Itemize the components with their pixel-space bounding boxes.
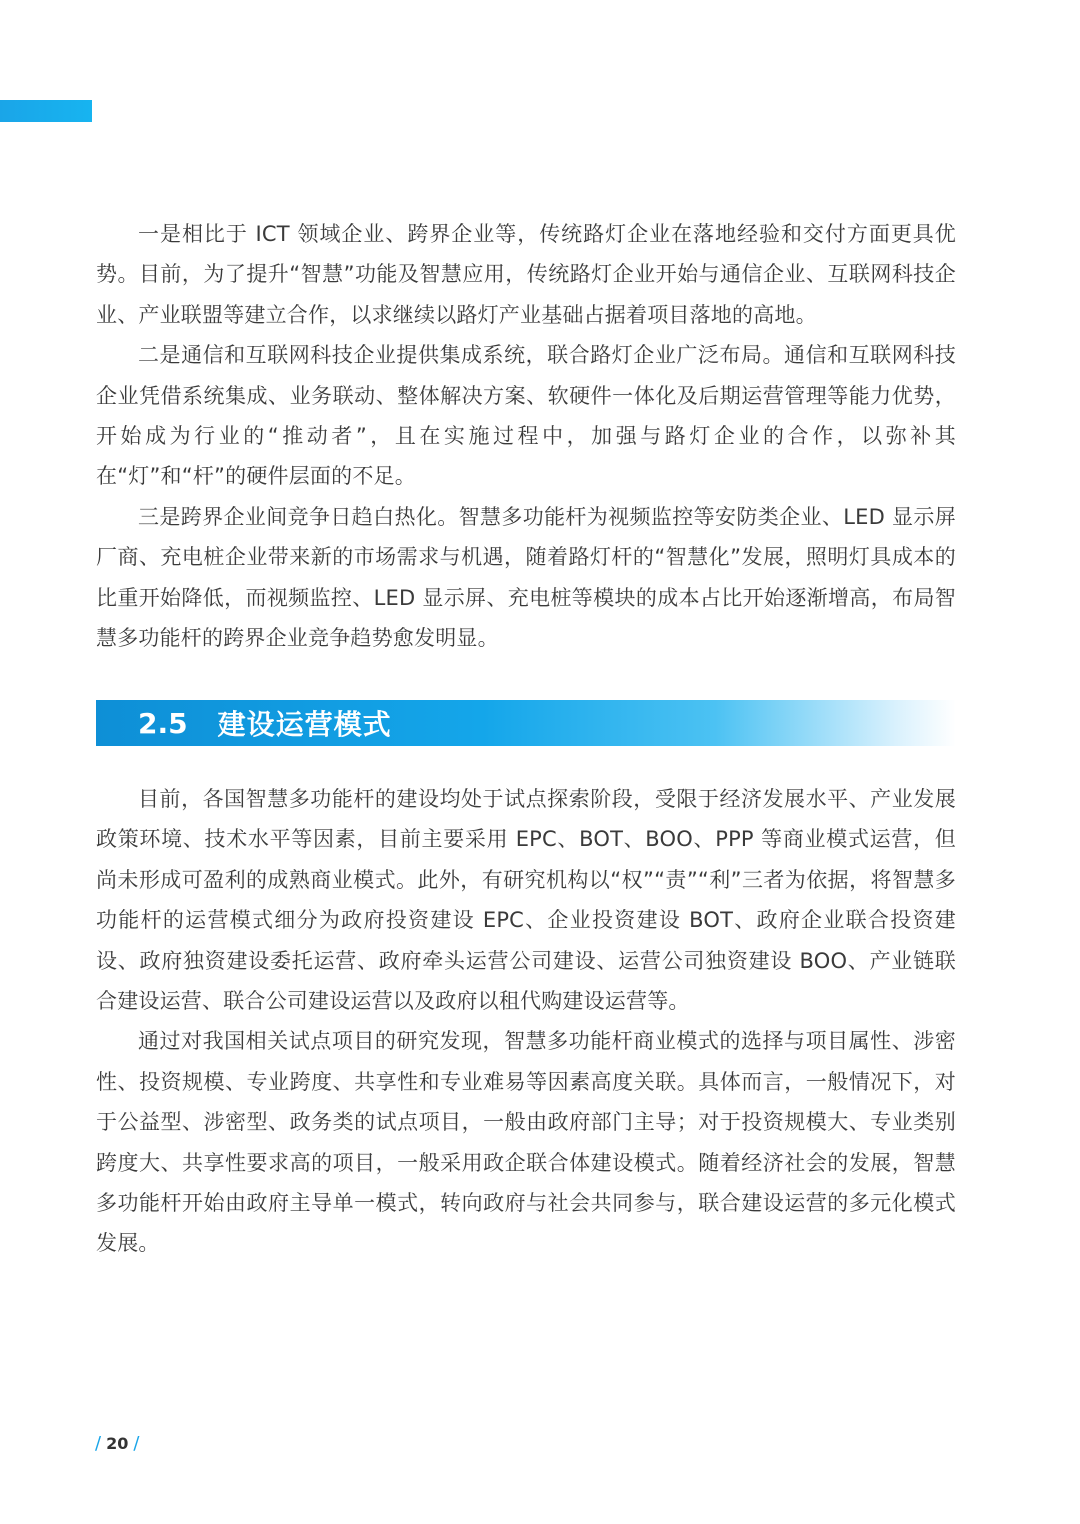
page-number: 20 bbox=[106, 1433, 129, 1453]
paragraph-third-point: 三是跨界企业间竞争日趋白热化。智慧多功能杆为视频监控等安防类企业、LED 显示屏厂商、充电桩企业带来新的市场需求与机遇，随着路灯杆的“智慧化”发展，照明灯具成本的比重开始降低，而视频监控、LED 显示屏、充电桩等模块的成本占比开始逐渐增高，布局智慧多功能杆的跨界企业竞争趋势愈发明显。 bbox=[96, 504, 956, 651]
paragraph-business-models: 目前，各国智慧多功能杆的建设均处于试点探索阶段，受限于经济发展水平、产业发展政策环境、技术水平等因素，目前主要采用 EPC、BOT、BOO、PPP 等商业模式运营，但尚未形成可盈利的成熟商业模式。此外，有研究机构以“权”“责”“利”三者为依据，将智慧多功能杆的运营模式细分为政府投资建设 EPC、企业投资建设 BOT、政府企业联合投资建设、政府独资建设委托运营、政府牵头运营公司建设、运营公司独资建设 BOO、产业链联合建设运营、联合公司建设运营以及政府以租代购建设运营等。 bbox=[96, 787, 956, 1014]
footer-right-slash: / bbox=[133, 1432, 140, 1454]
section-body-block bbox=[96, 779, 956, 1264]
intro-text-block bbox=[96, 214, 956, 658]
section-number: 2.5 bbox=[138, 706, 188, 740]
section-title: 建设运营模式 bbox=[217, 708, 392, 741]
page-footer bbox=[95, 1430, 139, 1456]
paragraph-first-point: 一是相比于 ICT 领域企业、跨界企业等，传统路灯企业在落地经验和交付方面更具优势。目前，为了提升“智慧”功能及智慧应用，传统路灯企业开始与通信企业、互联网科技企业、产业联盟等建立合作，以求继续以路灯产业基础占据着项目落地的高地。 bbox=[96, 222, 956, 327]
section-heading-bar bbox=[96, 700, 956, 746]
paragraph-research-findings: 通过对我国相关试点项目的研究发现，智慧多功能杆商业模式的选择与项目属性、涉密性、投资规模、专业跨度、共享性和专业难易等因素高度关联。具体而言，一般情况下，对于公益型、涉密型、政务类的试点项目，一般由政府部门主导；对于投资规模大、专业类别跨度大、共享性要求高的项目，一般采用政企联合体建设模式。随着经济社会的发展，智慧多功能杆开始由政府主导单一模式，转向政府与社会共同参与，联合建设运营的多元化模式发展。 bbox=[96, 1029, 956, 1256]
paragraph-second-point: 二是通信和互联网科技企业提供集成系统，联合路灯企业广泛布局。通信和互联网科技企业凭借系统集成、业务联动、整体解决方案、软硬件一体化及后期运营管理等能力优势，开始成为行业的“推动者”，且在实施过程中，加强与路灯企业的合作，以弥补其在“灯”和“杆”的硬件层面的不足。 bbox=[96, 343, 956, 489]
footer-left-slash: / bbox=[95, 1432, 102, 1454]
top-accent-bar bbox=[0, 100, 92, 122]
